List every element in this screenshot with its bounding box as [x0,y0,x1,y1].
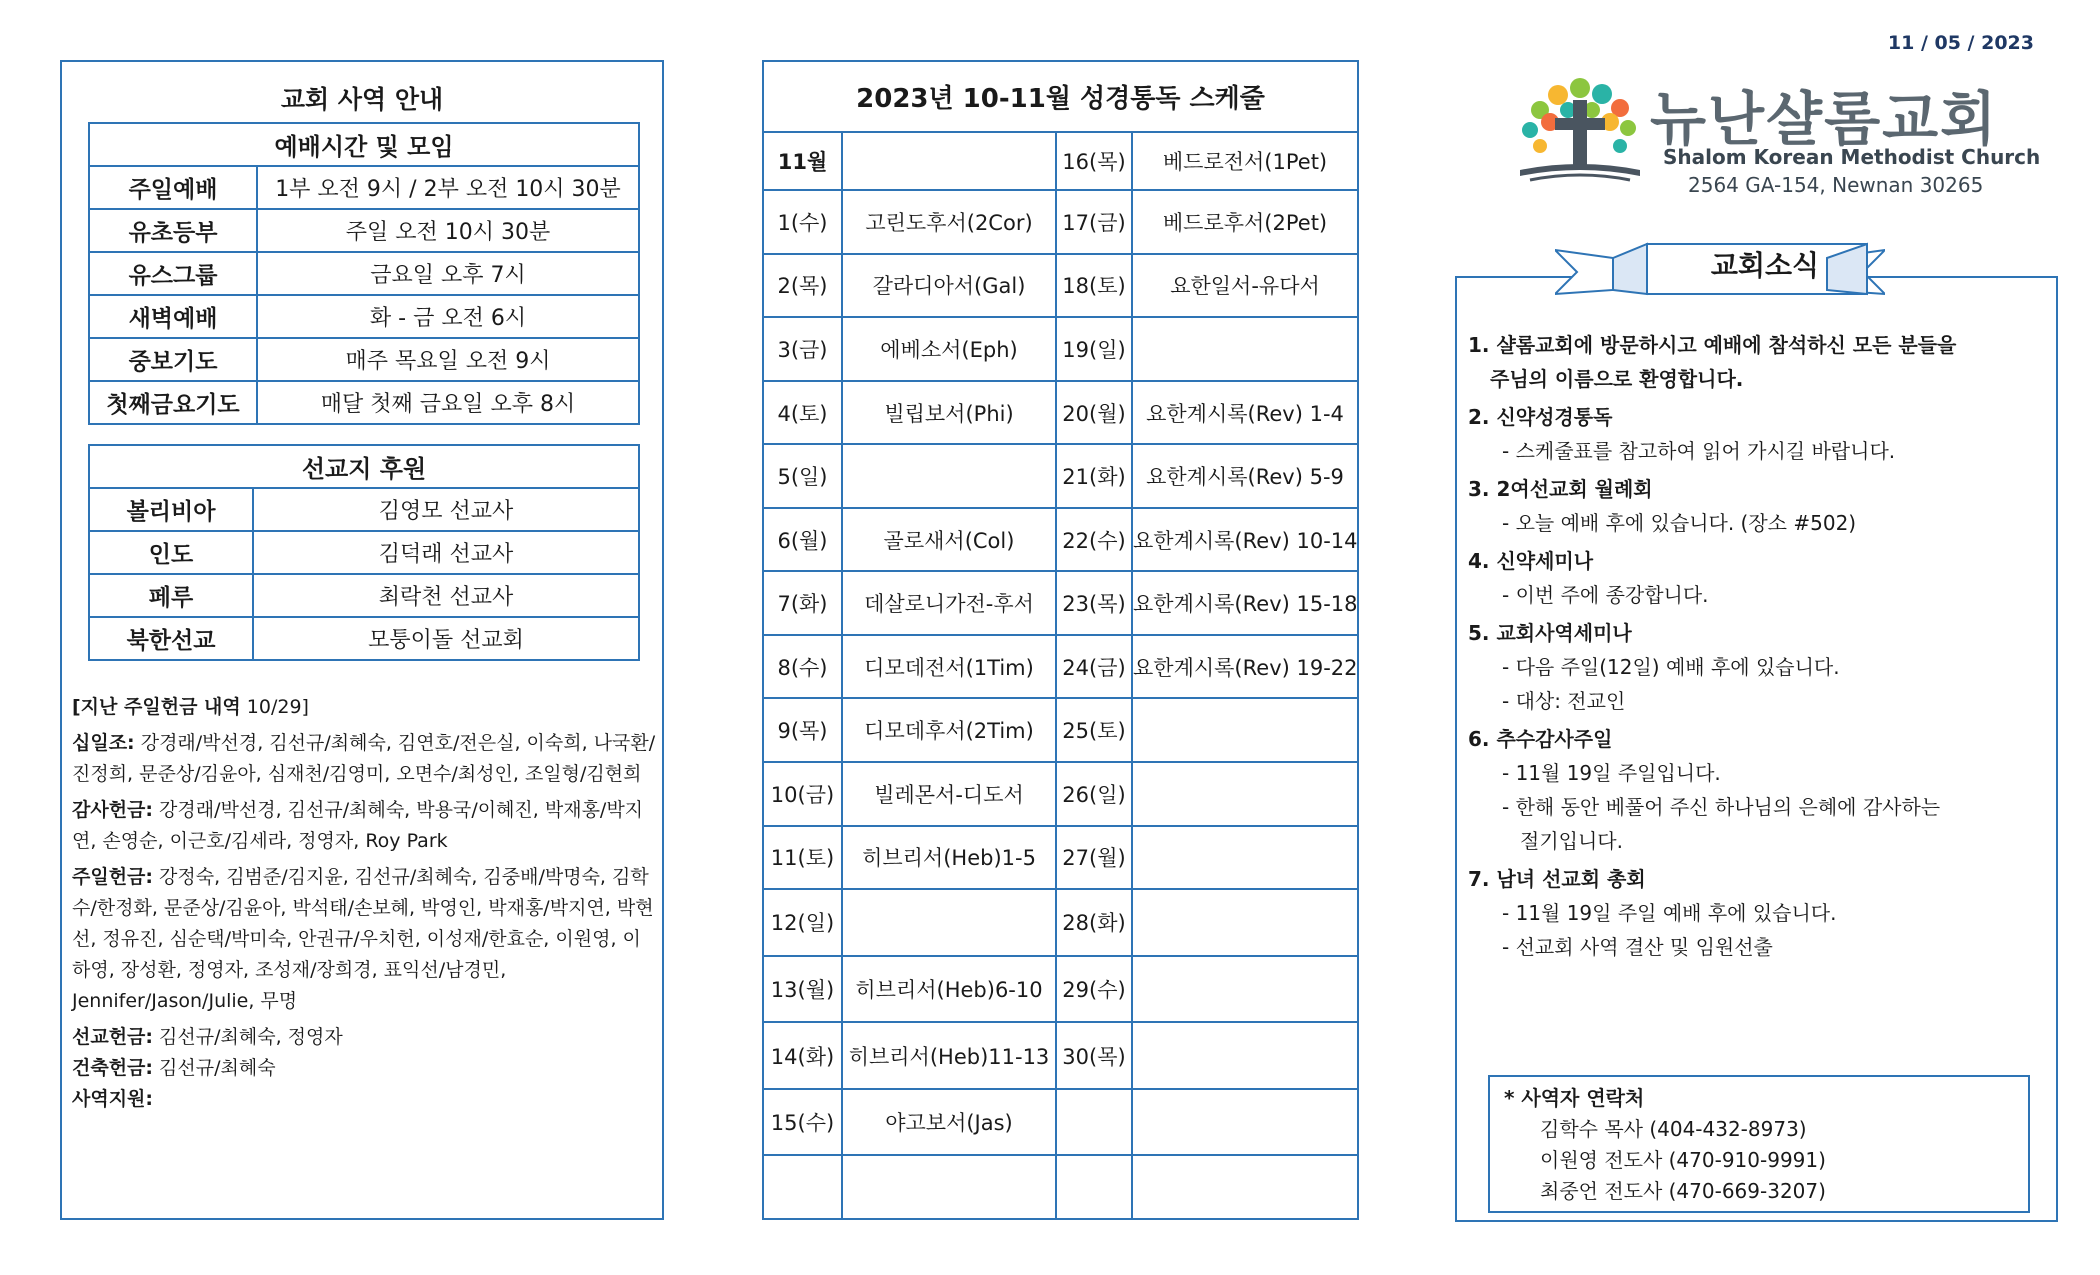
offering-names: 김선규/최혜숙, 정영자 [153,1026,343,1048]
book-cell [842,444,1056,508]
mission-header: 선교지 후원 [89,445,639,488]
mission-country: 인도 [89,531,253,574]
list-item [1468,400,2048,468]
offering-names: 강경래/박선경, 김선규/최혜숙, 김연호/전은실, 이숙희, 나국환/진정희, 문준상/김윤아, 심재천/김영미, 오면수/최성인, 조일형/김현희 [72,732,656,785]
date-cell: 22(수) [1056,508,1132,572]
worship-label: 주일예배 [89,166,257,209]
worship-schedule-table [88,122,640,425]
table-row [89,338,639,381]
date-cell: 7(화) [763,571,842,635]
date-cell: 29(수) [1056,956,1132,1023]
book-cell: 디모데전서(1Tim) [842,635,1056,699]
table-row [89,166,639,209]
date-cell: 28(화) [1056,889,1132,956]
mission-country: 페루 [89,574,253,617]
book-cell: 빌레몬서-디도서 [842,762,1056,826]
date-cell: 20(월) [1056,381,1132,445]
mission-support-table [88,444,640,661]
mission-country: 볼리비아 [89,488,253,531]
table-row [89,381,639,424]
date-cell: 21(화) [1056,444,1132,508]
table-row [763,826,1358,890]
date-cell: 18(토) [1056,254,1132,318]
table-row [763,254,1358,318]
book-cell: 히브리서(Heb)11-13 [842,1022,1056,1089]
table-row [763,698,1358,762]
date-cell: 23(목) [1056,571,1132,635]
table-row [763,132,1358,191]
table-row [763,956,1358,1023]
list-item [1468,472,2048,540]
book-cell [1132,1155,1358,1219]
worship-time: 금요일 오후 7시 [257,252,639,295]
news-item-heading-cont: 주님의 이름으로 환영합니다. [1490,367,1744,391]
book-cell: 요한계시록(Rev) 15-18 [1132,571,1358,635]
date-cell [763,1155,842,1219]
table-row [89,209,639,252]
tree-cross-logo-icon [1500,70,1660,195]
news-item-heading: 2. 신약성경통독 [1468,405,1613,429]
book-cell [842,132,1056,191]
missionary: 김덕래 선교사 [253,531,639,574]
offering-mission [72,1022,657,1053]
news-item-heading: 6. 추수감사주일 [1468,727,1613,751]
worship-time: 화 - 금 오전 6시 [257,295,639,338]
worship-label: 새벽예배 [89,295,257,338]
offering-thanks [72,795,657,857]
book-cell: 데살로니가전-후서 [842,571,1056,635]
book-cell: 요한계시록(Rev) 5-9 [1132,444,1358,508]
news-item-detail: - 11월 19일 주일 예배 후에 있습니다. [1502,901,1837,925]
list-item [1468,862,2048,964]
list-item [1468,616,2048,718]
book-cell [1132,762,1358,826]
offering-label: 건축헌금: [72,1057,154,1079]
table-row [89,252,639,295]
book-cell: 베드로전서(1Pet) [1132,132,1358,191]
offering-label: 선교헌금: [72,1026,154,1048]
news-title: 교회소식 [1710,249,1820,282]
missionary: 김영모 선교사 [253,488,639,531]
offering-building [72,1053,657,1084]
date-cell: 24(금) [1056,635,1132,699]
staff-contact-box [1488,1075,2030,1213]
date-cell: 19(일) [1056,317,1132,381]
table-row [763,889,1358,956]
news-item-detail-cont: 절기입니다. [1520,829,1623,853]
offering-label: 감사헌금: [72,799,154,821]
offering-tithe [72,728,657,790]
news-item-detail: - 11월 19일 주일입니다. [1502,761,1721,785]
book-cell [1132,1089,1358,1156]
missionary: 모퉁이돌 선교회 [253,617,639,660]
table-row [89,617,639,660]
missionary: 최락천 선교사 [253,574,639,617]
worship-label: 중보기도 [89,338,257,381]
book-cell: 골로새서(Col) [842,508,1056,572]
worship-header: 예배시간 및 모임 [89,123,639,166]
news-item-detail: - 한해 동안 베풀어 주신 하나님의 은혜에 감사하는 [1502,795,1941,819]
contact-line: 김학수 목사 (404-432-8973) [1540,1117,1807,1141]
table-row [763,1155,1358,1219]
date-cell: 2(목) [763,254,842,318]
table-row [763,762,1358,826]
news-item-detail: - 다음 주일(12일) 예배 후에 있습니다. [1502,655,1840,679]
date-cell: 1(수) [763,190,842,254]
offering-names: 김선규/최혜숙 [153,1057,276,1079]
news-item-detail: - 오늘 예배 후에 있습니다. (장소 #502) [1502,511,1857,535]
date-cell: 5(일) [763,444,842,508]
date-cell: 13(월) [763,956,842,1023]
news-item-heading: 3. 2여선교회 월례회 [1468,477,1653,501]
book-cell [1132,956,1358,1023]
book-cell [842,889,1056,956]
date-cell: 6(월) [763,508,842,572]
book-cell: 요한계시록(Rev) 10-14 [1132,508,1358,572]
date-cell [1056,1089,1132,1156]
news-item-heading: 7. 남녀 선교회 총회 [1468,867,1646,891]
offering-ministry-support [72,1084,657,1115]
book-cell [1132,826,1358,890]
worship-time: 매주 목요일 오전 9시 [257,338,639,381]
book-cell [1132,889,1358,956]
worship-time: 1부 오전 9시 / 2부 오전 10시 30분 [257,166,639,209]
offering-label: 사역지원: [72,1088,154,1110]
news-item-detail: - 대상: 전교인 [1502,689,1626,713]
book-cell: 베드로후서(2Pet) [1132,190,1358,254]
book-cell [842,1155,1056,1219]
offering-date: 10/29] [240,696,309,718]
table-row [89,488,639,531]
book-cell: 디모데후서(2Tim) [842,698,1056,762]
book-cell: 히브리서(Heb)1-5 [842,826,1056,890]
worship-time: 주일 오전 10시 30분 [257,209,639,252]
news-item-heading: 4. 신약세미나 [1468,549,1594,573]
offering-label: 십일조: [72,732,135,754]
date-cell: 10(금) [763,762,842,826]
contact-line: 최중언 전도사 (470-669-3207) [1540,1179,1826,1203]
table-row [763,635,1358,699]
mission-country: 북한선교 [89,617,253,660]
table-row [763,571,1358,635]
news-item-detail: - 스케줄표를 참고하여 읽어 가시길 바랍니다. [1502,439,1896,463]
worship-time: 매달 첫째 금요일 오후 8시 [257,381,639,424]
news-item-detail: - 선교회 사역 결산 및 임원선출 [1502,935,1773,959]
book-cell: 고린도후서(2Cor) [842,190,1056,254]
book-cell: 에베소서(Eph) [842,317,1056,381]
offering-list [72,692,657,1115]
date-cell: 11(토) [763,826,842,890]
book-cell: 요한계시록(Rev) 19-22 [1132,635,1358,699]
date-cell: 26(일) [1056,762,1132,826]
list-item [1468,544,2048,612]
date-cell: 4(토) [763,381,842,445]
date-cell: 25(토) [1056,698,1132,762]
table-row [763,1022,1358,1089]
list-item [1468,328,2048,396]
worship-label: 첫째금요기도 [89,381,257,424]
table-row [763,381,1358,445]
contact-line: 이원영 전도사 (470-910-9991) [1540,1148,1826,1172]
date-cell [1056,1155,1132,1219]
table-row [763,190,1358,254]
date-cell: 8(수) [763,635,842,699]
book-cell: 야고보서(Jas) [842,1089,1056,1156]
table-row [763,317,1358,381]
book-cell: 히브리서(Heb)6-10 [842,956,1056,1023]
book-cell: 갈라디아서(Gal) [842,254,1056,318]
table-row [763,508,1358,572]
book-cell [1132,317,1358,381]
news-list [1468,328,2048,968]
contact-title: * 사역자 연락처 [1504,1086,1645,1110]
news-item-heading: 5. 교회사역세미나 [1468,621,1632,645]
offering-title: [지난 주일헌금 내역 [72,696,241,718]
offering-names: 강경래/박선경, 김선규/최혜숙, 박용국/이혜진, 박재홍/박지연, 손영순, 이근호/김세라, 정영자, Roy Park [72,799,644,852]
bulletin-date: 11 / 05 / 2023 [1887,32,2034,54]
worship-label: 유초등부 [89,209,257,252]
date-cell: 11월 [763,132,842,191]
church-name-korean: 뉴난샬롬교회 [1650,85,1999,153]
book-cell: 빌립보서(Phi) [842,381,1056,445]
book-cell [1132,1022,1358,1089]
offering-sunday [72,862,657,1017]
date-cell: 3(금) [763,317,842,381]
table-row [763,1089,1358,1156]
schedule-title: 2023년 10-11월 성경통독 스케줄 [763,61,1358,132]
table-row [89,574,639,617]
book-cell: 요한계시록(Rev) 1-4 [1132,381,1358,445]
book-cell [1132,698,1358,762]
ministry-info-panel [60,60,664,1220]
table-row [89,295,639,338]
offering-heading [72,692,657,723]
church-address: 2564 GA-154, Newnan 30265 [1688,173,1984,197]
worship-label: 유스그룹 [89,252,257,295]
news-item-heading: 1. 샬롬교회에 방문하시고 예배에 참석하신 모든 분들을 [1468,333,1957,357]
date-cell: 12(일) [763,889,842,956]
list-item [1468,722,2048,858]
date-cell: 17(금) [1056,190,1132,254]
bible-reading-schedule [762,60,1359,1220]
table-row [89,531,639,574]
news-item-detail: - 이번 주에 종강합니다. [1502,583,1709,607]
date-cell: 16(목) [1056,132,1132,191]
church-name-english: Shalom Korean Methodist Church [1663,145,2041,169]
offering-names: 강정숙, 김범준/김지윤, 김선규/최혜숙, 김중배/박명숙, 김학수/한정화, 문준상/김윤아, 박석태/손보혜, 박영인, 박재홍/박지연, 박현선, 정유진, 심순택/박미숙, 안권규/우치헌, 이성재/한효순, 이원영, 이하영, 장성환, 정영자, 조성재/장희경, 표익선/남경민, Jennifer/Jason/Julie, 무명 [72,866,654,1012]
book-cell: 요한일서-유다서 [1132,254,1358,318]
date-cell: 15(수) [763,1089,842,1156]
date-cell: 30(목) [1056,1022,1132,1089]
date-cell: 27(월) [1056,826,1132,890]
offering-label: 주일헌금: [72,866,154,888]
date-cell: 14(화) [763,1022,842,1089]
table-row [763,444,1358,508]
ministry-title: 교회 사역 안내 [280,85,444,114]
date-cell: 9(목) [763,698,842,762]
